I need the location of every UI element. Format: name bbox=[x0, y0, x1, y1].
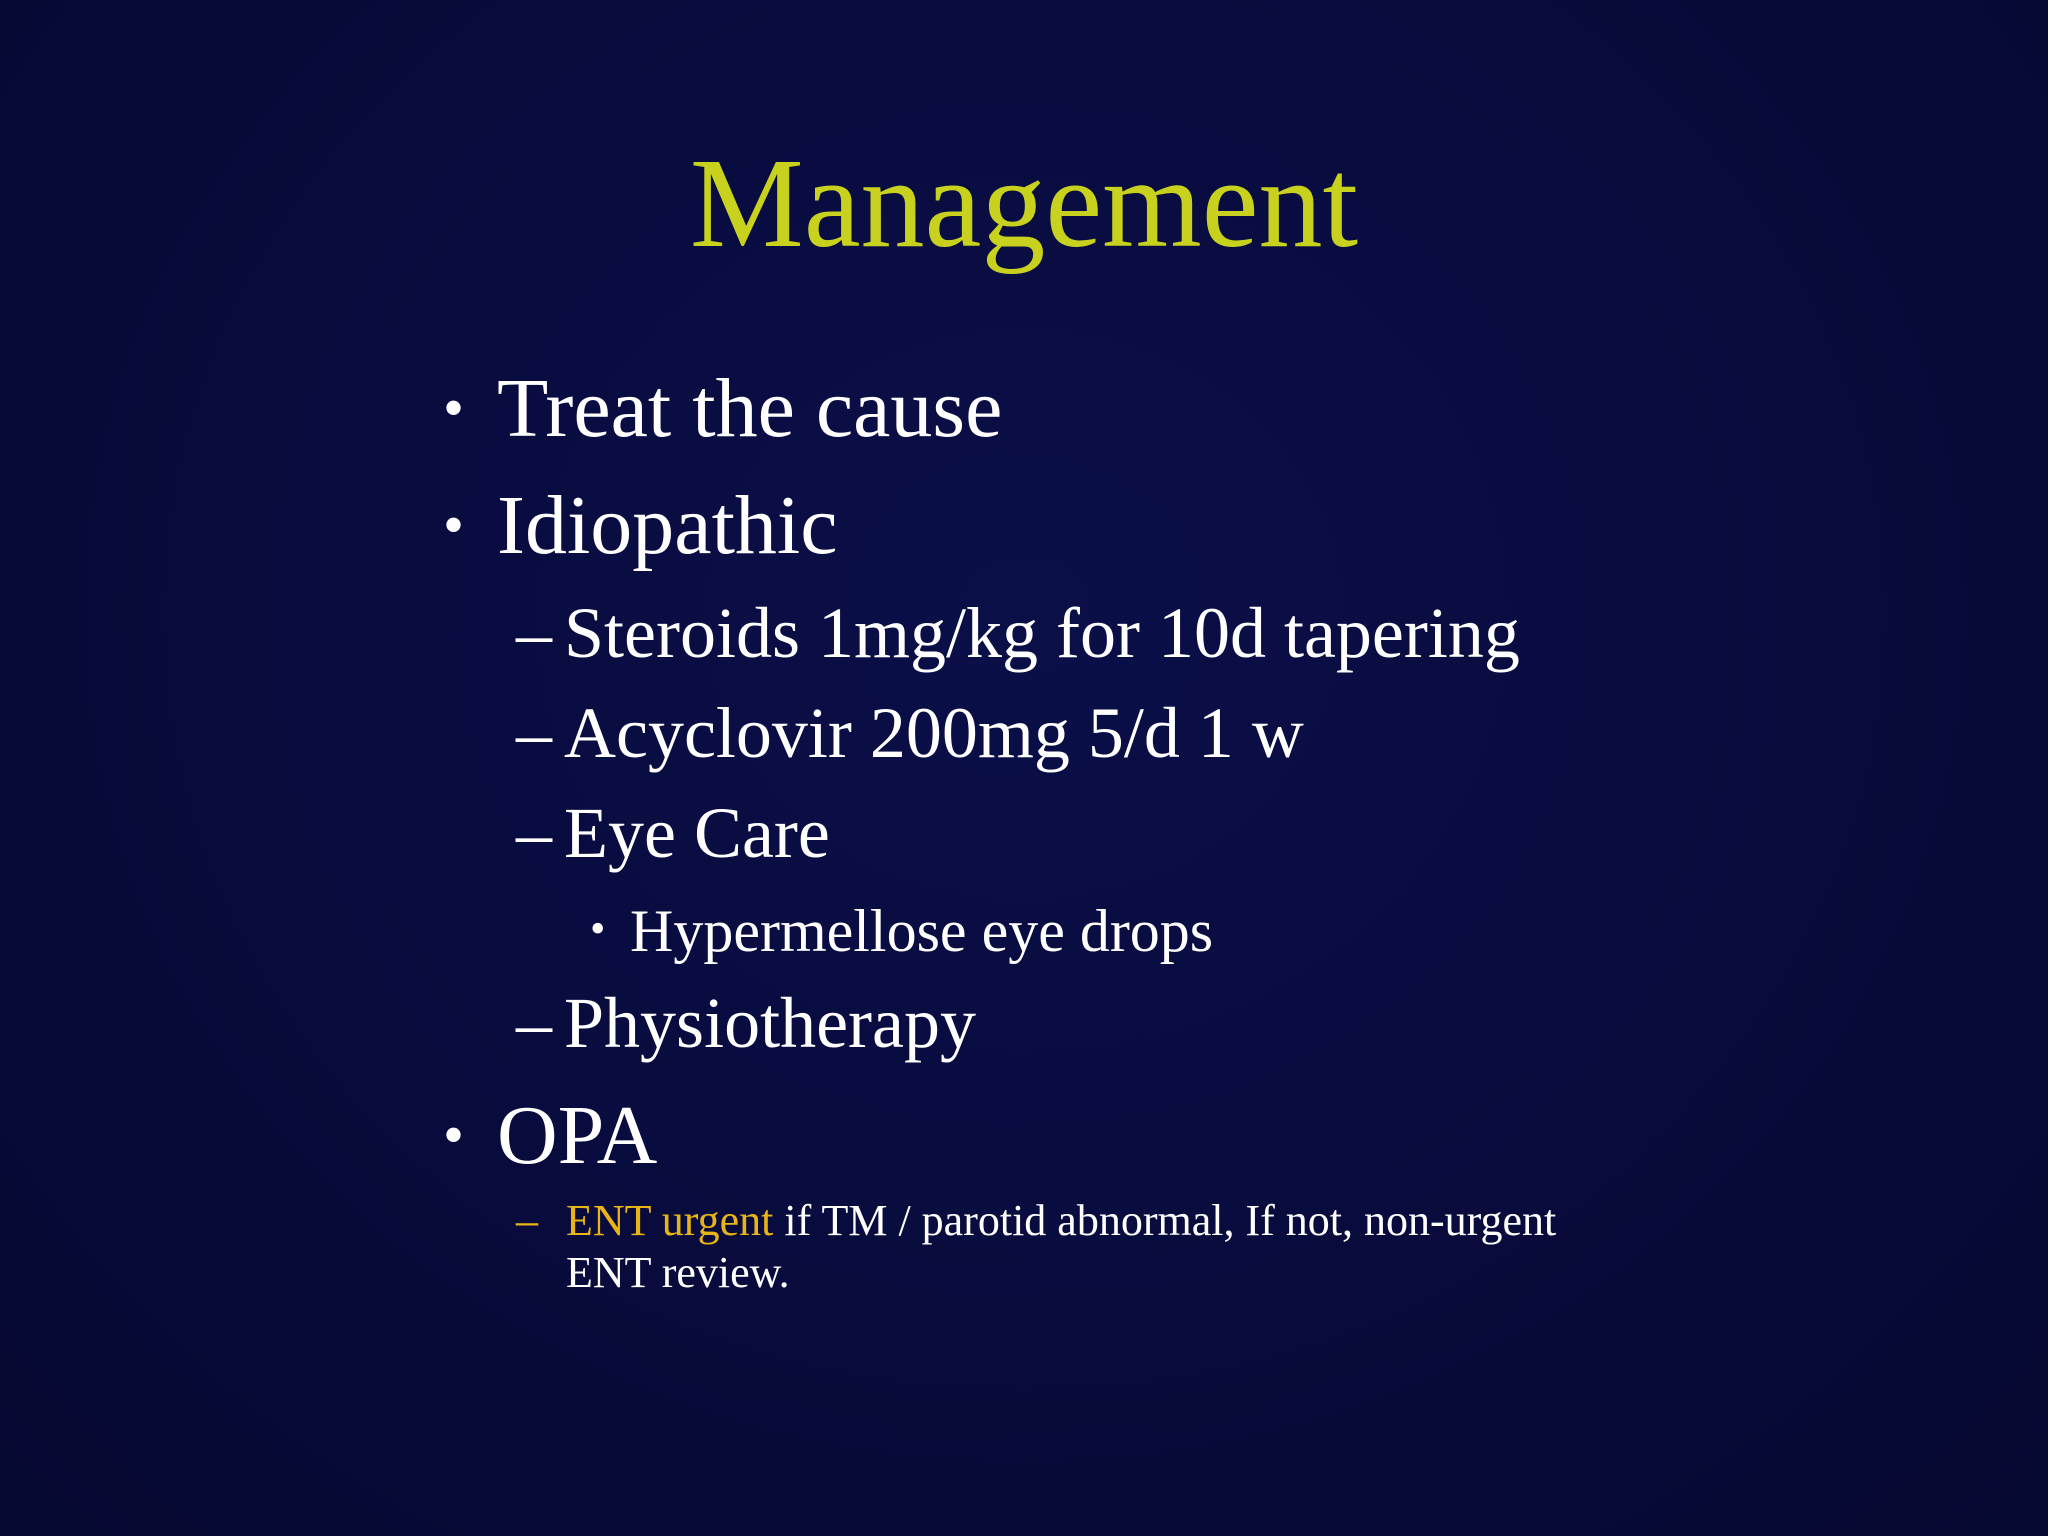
ent-note bbox=[516, 1195, 1696, 1299]
sub-bullet-text: Steroids 1mg/kg for 10d tapering bbox=[564, 593, 1520, 673]
bullet-marker: • bbox=[590, 904, 606, 953]
sub-bullet-text: Physiotherapy bbox=[564, 983, 976, 1063]
bullet-text: Idiopathic bbox=[497, 479, 838, 572]
sub-bullet-text: Eye Care bbox=[564, 793, 830, 873]
dash-marker: – bbox=[516, 983, 552, 1063]
sub-bullet-item bbox=[516, 980, 976, 1066]
dash-marker: – bbox=[516, 793, 552, 873]
bullet-marker: • bbox=[443, 1102, 465, 1168]
ent-note-line2: ENT review. bbox=[566, 1248, 790, 1297]
sub-bullet-item bbox=[516, 790, 830, 876]
dash-marker: – bbox=[516, 593, 552, 673]
bullet-text: Treat the cause bbox=[497, 362, 1003, 455]
ent-note-text bbox=[566, 1195, 1696, 1299]
sub-sub-bullet-item bbox=[590, 892, 1213, 968]
ent-note-line1: if TM / parotid abnormal, If not, non-urgent bbox=[773, 1196, 1557, 1245]
bullet-item bbox=[443, 475, 838, 576]
dash-marker: – bbox=[516, 693, 552, 773]
ent-urgent-highlight: ENT urgent bbox=[566, 1196, 774, 1245]
bullet-marker: • bbox=[443, 492, 465, 558]
sub-bullet-item bbox=[516, 590, 1520, 676]
bullet-item bbox=[443, 1085, 657, 1186]
sub-bullet-text: Acyclovir 200mg 5/d 1 w bbox=[564, 693, 1304, 773]
bullet-item bbox=[443, 358, 1002, 459]
slide-title: Management bbox=[689, 132, 1359, 274]
dash-marker: – bbox=[516, 1196, 538, 1245]
bullet-text: OPA bbox=[497, 1089, 658, 1182]
sub-sub-bullet-text: Hypermellose eye drops bbox=[630, 898, 1214, 964]
bullet-marker: • bbox=[443, 375, 465, 441]
sub-bullet-item bbox=[516, 690, 1304, 776]
